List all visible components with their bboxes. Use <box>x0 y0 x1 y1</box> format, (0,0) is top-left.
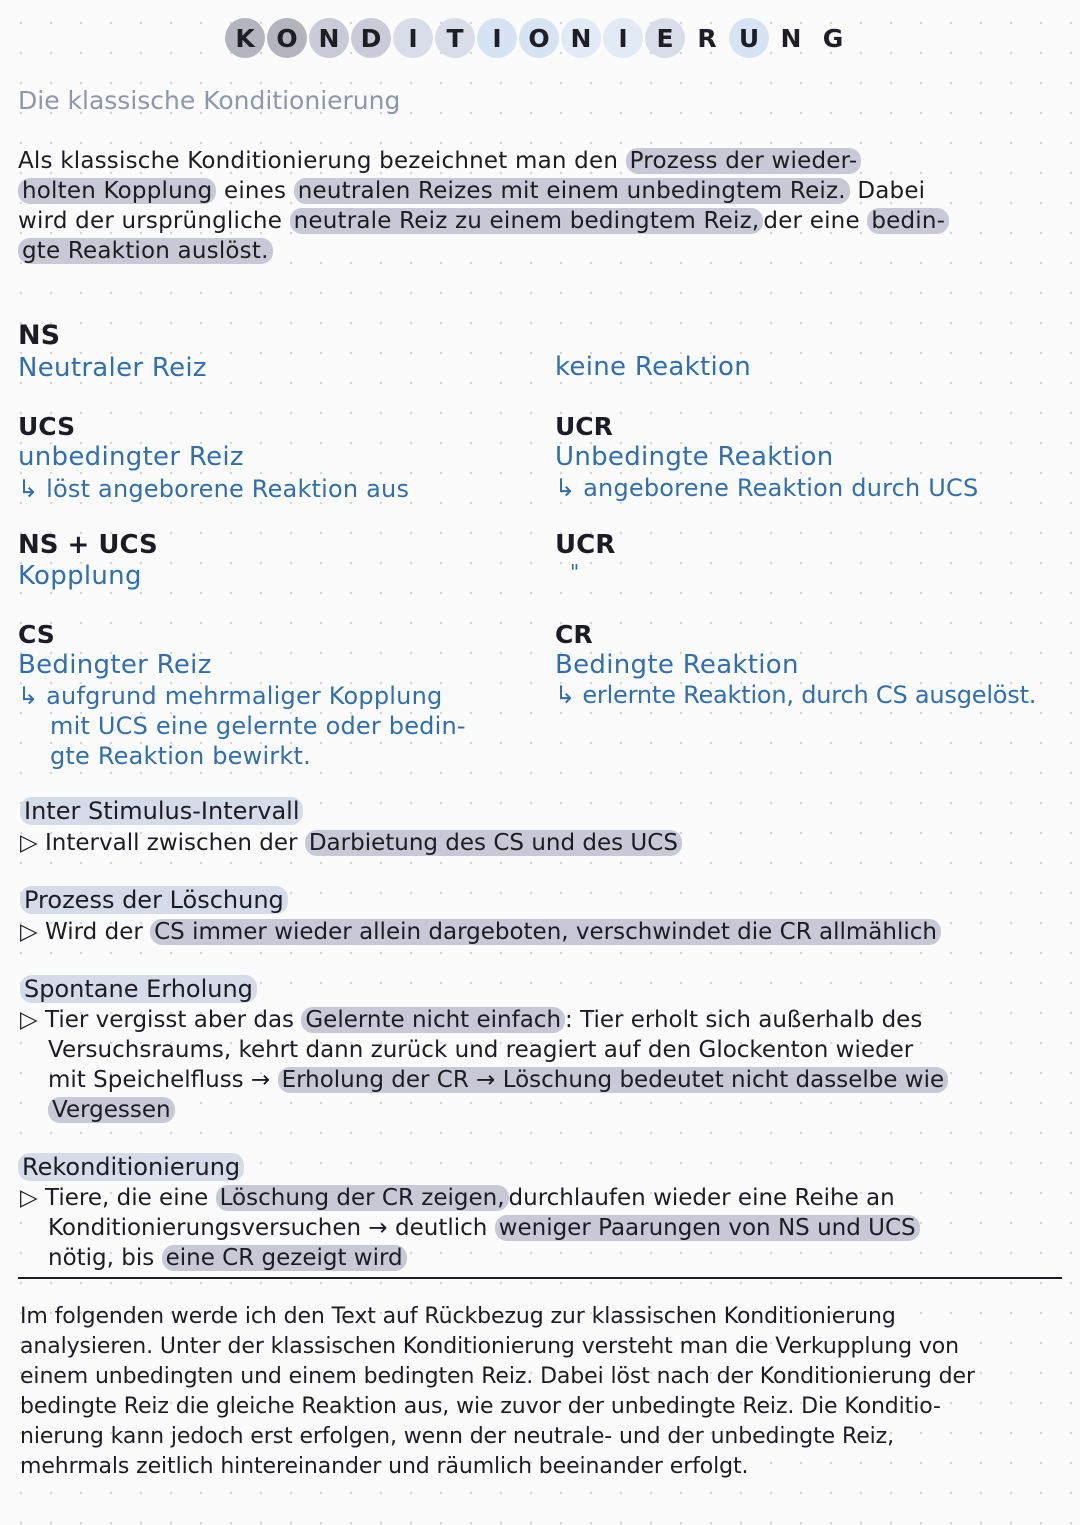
rekond-text <box>20 1183 1070 1273</box>
ns-ucs-text: Kopplung <box>18 561 142 591</box>
ucr-label: UCR <box>555 412 613 441</box>
analysis-line: mehrmals zeitlich hintereinander und räumlich beeinander erfolgt. <box>20 1454 749 1479</box>
isi-heading: Inter Stimulus-Intervall <box>20 797 303 825</box>
loeschung-text: ▷ Wird der CS immer wieder allein dargeboten, verschwindet die CR allmählich <box>20 917 941 947</box>
intro-line: gte Reaktion auslöst. <box>18 236 1068 266</box>
intro-line: Als klassische Konditionierung bezeichnet man den Prozess der wieder- <box>18 146 1068 176</box>
ucr-note: ↳ angeborene Reaktion durch UCS <box>555 474 979 502</box>
title-letter: I <box>393 18 433 58</box>
erholung-heading: Spontane Erholung <box>20 975 257 1003</box>
ns-ucs-label: NS + UCS <box>18 530 158 560</box>
analysis-line: analysieren. Unter der klassischen Konditionierung versteht man die Verkupplung von <box>20 1334 959 1359</box>
intro-line: holten Kopplung eines neutralen Reizes mit einem unbedingtem Reiz. Dabei <box>18 176 1068 206</box>
title-letter: I <box>477 18 517 58</box>
ditto-mark: " <box>570 560 580 584</box>
intro-line: wird der ursprüngliche neutrale Reiz zu einem bedingtem Reiz, der eine bedin- <box>18 206 1068 236</box>
title-letter: E <box>645 18 685 58</box>
title-letter: I <box>603 18 643 58</box>
ns-label: NS <box>18 320 61 351</box>
analysis-line: bedingte Reiz die gleiche Reaktion aus, wie zuvor der unbedingte Reiz. Die Konditio- <box>20 1394 941 1419</box>
title-letter: G <box>822 23 844 53</box>
rekond-heading: Rekonditionierung <box>18 1153 244 1181</box>
title-letter: K <box>225 18 265 58</box>
cs-text: Bedingter Reiz <box>18 650 212 680</box>
cs-note: ↳ aufgrund mehrmaliger Kopplung <box>18 682 443 710</box>
title-letter: U <box>729 18 769 58</box>
rekond-line: Konditionierungsversuchen → deutlich weniger Paarungen von NS und UCS <box>20 1213 1070 1243</box>
ucr2-label: UCR <box>555 530 616 560</box>
cs-note: mit UCS eine gelernte oder bedin- <box>50 712 466 740</box>
ns-result: keine Reaktion <box>555 352 751 382</box>
page-title <box>225 18 853 60</box>
erholung-line: Versuchsraums, kehrt dann zurück und reagiert auf den Glockenton wieder <box>48 1037 914 1063</box>
erholung-line: Vergessen <box>20 1095 1070 1125</box>
title-letter: N <box>309 18 349 58</box>
title-letter: O <box>519 18 559 58</box>
analysis-paragraph <box>20 1302 1070 1482</box>
rekond-line: ▷ Tiere, die eine Löschung der CR zeigen, durchlaufen wieder eine Reihe an <box>20 1185 895 1211</box>
erholung-line: ▷ Tier vergisst aber das Gelernte nicht einfach : Tier erholt sich außerhalb des <box>20 1007 923 1033</box>
title-letter: O <box>267 18 307 58</box>
ucs-label: UCS <box>18 412 76 441</box>
title-letter: D <box>351 18 391 58</box>
loeschung-heading: Prozess der Löschung <box>20 886 288 914</box>
cr-note: ↳ erlernte Reaktion, durch CS ausgelöst. <box>555 681 1037 709</box>
cs-note: gte Reaktion bewirkt. <box>50 742 311 770</box>
rekond-line: nötig, bis eine CR gezeigt wird <box>20 1243 1070 1273</box>
analysis-line: Im folgenden werde ich den Text auf Rückbezug zur klassischen Konditionierung <box>20 1304 896 1329</box>
title-letter: N <box>561 18 601 58</box>
cr-label: CR <box>555 620 593 649</box>
divider <box>18 1277 1062 1279</box>
analysis-line: nierung kann jedoch erst erfolgen, wenn der neutrale- und der unbedingte Reiz, <box>20 1424 894 1449</box>
isi-text: ▷ Intervall zwischen der Darbietung des CS und des UCS <box>20 828 682 858</box>
analysis-line: einem unbedingten und einem bedingten Reiz. Dabei löst nach der Konditionierung der <box>20 1364 975 1389</box>
title-letter: T <box>435 18 475 58</box>
section-subtitle: Die klassische Konditionierung <box>18 86 401 115</box>
ucs-note: ↳ löst angeborene Reaktion aus <box>18 475 410 503</box>
title-letter: R <box>697 23 717 53</box>
erholung-text <box>20 1005 1070 1125</box>
erholung-line: mit Speichelfluss → Erholung der CR → Löschung bedeutet nicht dasselbe wie <box>20 1065 1070 1095</box>
intro-paragraph <box>18 146 1068 266</box>
title-letter: N <box>780 23 802 53</box>
ucr-text: Unbedingte Reaktion <box>555 442 834 472</box>
cr-text: Bedingte Reaktion <box>555 650 799 680</box>
ns-text: Neutraler Reiz <box>18 353 207 383</box>
ucs-text: unbedingter Reiz <box>18 442 244 472</box>
cs-label: CS <box>18 620 55 649</box>
